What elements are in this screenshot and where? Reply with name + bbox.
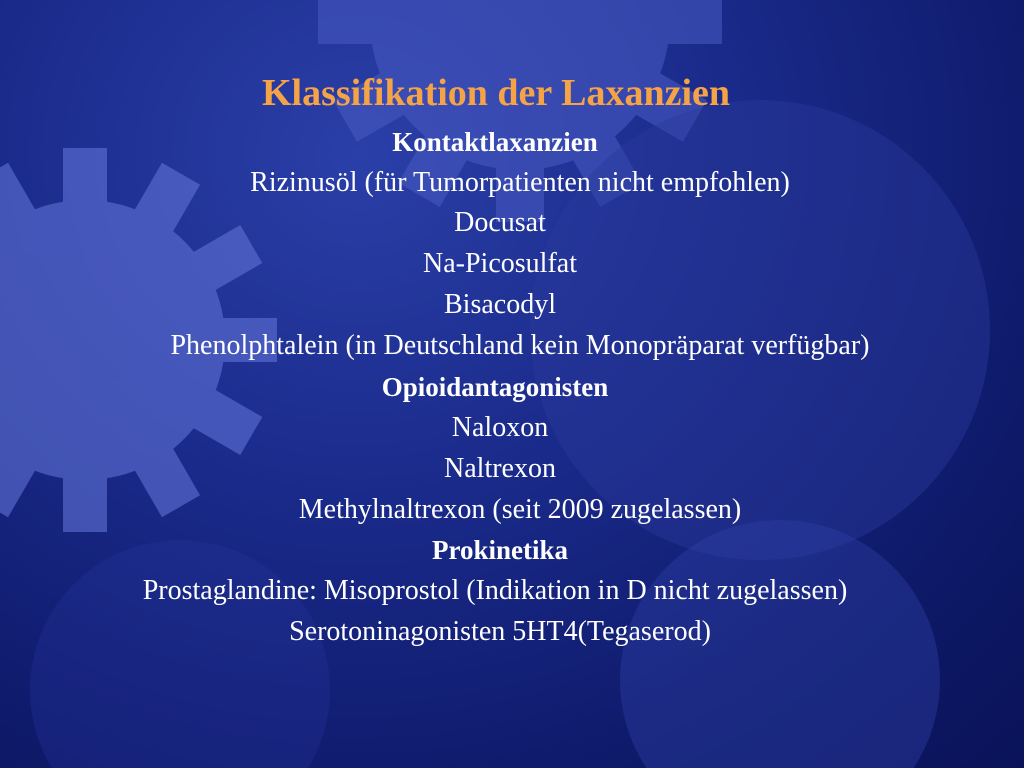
list-item: Rizinusöl (für Tumorpatienten nicht empfohlen) [250, 167, 790, 198]
list-item: Docusat [454, 207, 546, 238]
list-item: Na-Picosulfat [423, 248, 577, 279]
list-item: Phenolphtalein (in Deutschland kein Monopräparat verfügbar) [170, 330, 870, 361]
section-heading-opioidantagonisten: Opioidantagonisten [381, 372, 609, 402]
list-item: Serotoninagonisten 5HT4(Tegaserod) [289, 616, 711, 647]
slide-title: Klassifikation der Laxanzien [261, 72, 731, 114]
list-item: Naloxon [451, 412, 549, 443]
list-item: Bisacodyl [444, 289, 556, 320]
section-heading-prokinetika: Prokinetika [431, 535, 568, 565]
list-item: Naltrexon [444, 453, 556, 484]
section-heading-kontaktlaxanzien: Kontaktlaxanzien [392, 127, 598, 157]
list-item: Prostaglandine: Misoprostol (Indikation in D nicht zugelassen) [142, 575, 848, 606]
list-item: Methylnaltrexon (seit 2009 zugelassen) [298, 494, 742, 525]
